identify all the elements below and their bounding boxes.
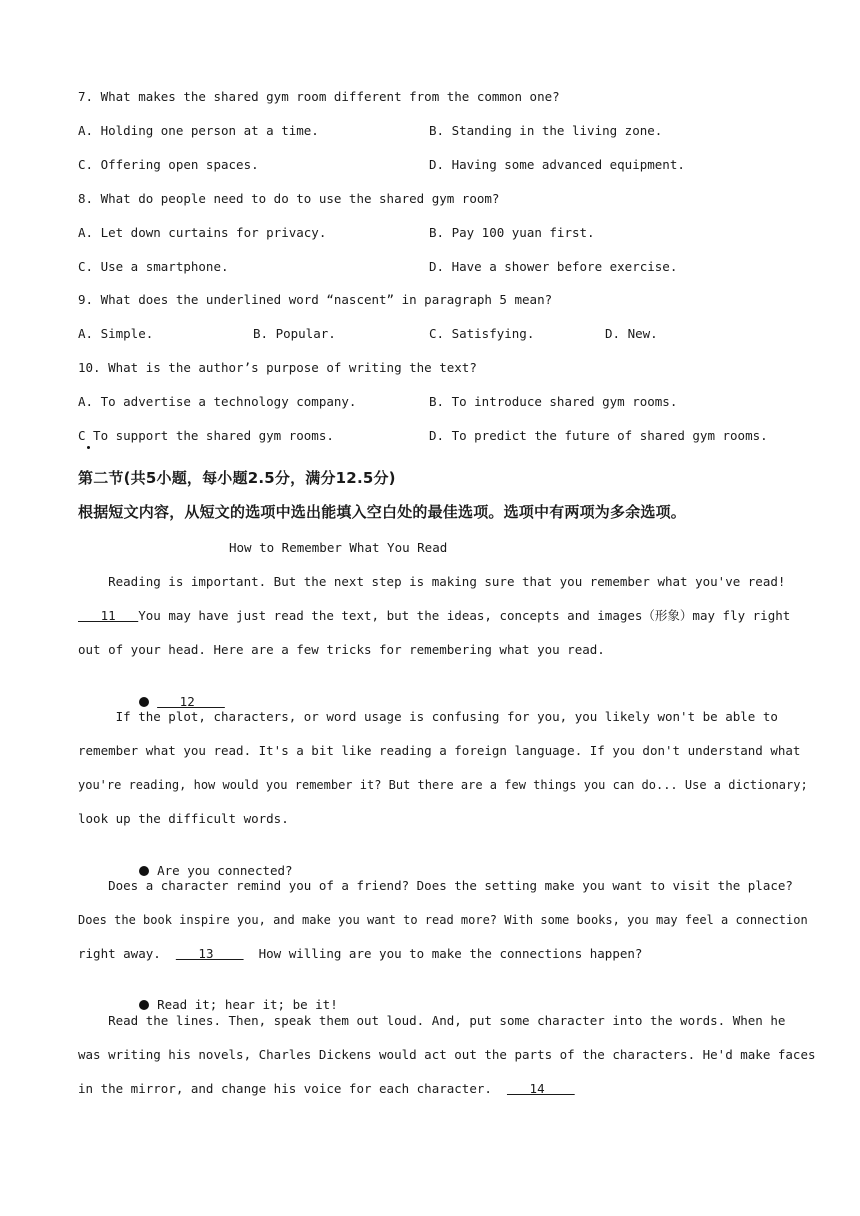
q10-option-b: B. To introduce shared gym rooms. (429, 394, 678, 409)
paragraph-4 (78, 1004, 816, 1106)
section-2-heading: 第二节(共5小题，每小题2.5分，满分12.5分) (78, 469, 396, 487)
q10-option-d: D. To predict the future of shared gym rooms. (429, 428, 768, 443)
paragraph-text: How willing are you to make the connections happen? (243, 946, 643, 961)
blank-13: 13 (175, 946, 244, 961)
q9-option-c: C. Satisfying. (429, 326, 535, 341)
bullet-label: Read it; hear it; be it! (157, 997, 338, 1012)
q7-option-d: D. Having some advanced equipment. (429, 157, 685, 172)
q7-option-c: C. Offering open spaces. (78, 157, 259, 172)
paragraph-line (78, 599, 791, 633)
question-9-stem: 9. What does the underlined word “nascent” in paragraph 5 mean? (78, 292, 553, 307)
q8-option-c: C. Use a smartphone. (78, 259, 229, 274)
paragraph-line: you're reading, how would you remember it? But there are a few things you can do... Use a dictionary; (78, 778, 808, 792)
paragraph-text: You may have just read the text, but the ideas, concepts and images（形象）may fly right (138, 608, 791, 623)
paragraph-line: Does the book inspire you, and make you want to read more? With some books, you may feel a connection (78, 913, 808, 927)
paragraph-line: was writing his novels, Charles Dickens would act out the parts of the characters. He'd make faces (78, 1047, 816, 1062)
q9-option-d: D. New. (605, 326, 658, 341)
blank-11: 11 (78, 608, 139, 623)
question-7-stem: 7. What makes the shared gym room different from the common one? (78, 89, 560, 104)
blank-12: 12 (157, 694, 225, 709)
q7-option-a: A. Holding one person at a time. (78, 123, 319, 138)
q8-option-b: B. Pay 100 yuan first. (429, 225, 595, 240)
paragraph-line: Reading is important. But the next step is making sure that you remember what you've read! (78, 574, 786, 589)
q8-option-d: D. Have a shower before exercise. (429, 259, 678, 274)
q7-option-b: B. Standing in the living zone. (429, 123, 663, 138)
paragraph-3 (78, 869, 808, 971)
q9-option-a: A. Simple. (78, 326, 154, 341)
question-8-stem: 8. What do people need to do to use the shared gym room? (78, 191, 500, 206)
paragraph-line: out of your head. Here are a few tricks for remembering what you read. (78, 642, 605, 657)
paragraph-2 (78, 700, 808, 836)
paragraph-1 (78, 565, 791, 667)
paragraph-line: look up the difficult words. (78, 811, 289, 826)
paragraph-line: Does a character remind you of a friend? Does the setting make you want to visit the place? (78, 878, 793, 893)
q10-option-a: A. To advertise a technology company. (78, 394, 357, 409)
section-2-instruction: 根据短文内容，从短文的选项中选出能填入空白处的最佳选项。选项中有两项为多余选项。 (78, 503, 687, 521)
stray-dot-mark (87, 446, 90, 449)
q9-option-b: B. Popular. (253, 326, 336, 341)
paragraph-line (78, 1072, 783, 1106)
paragraph-line (78, 937, 783, 971)
paragraph-line: Read the lines. Then, speak them out loud. And, put some character into the words. When he (78, 1013, 786, 1028)
bullet-label: Are you connected? (157, 863, 293, 878)
blank-14: 14 (506, 1081, 575, 1096)
paragraph-text: in the mirror, and change his voice for each character. (78, 1081, 507, 1096)
q8-option-a: A. Let down curtains for privacy. (78, 225, 327, 240)
paragraph-line: If the plot, characters, or word usage is confusing for you, you likely won't be able to (78, 709, 778, 724)
paragraph-line: remember what you read. It's a bit like reading a foreign language. If you don't understand what (78, 743, 801, 758)
question-10-stem: 10. What is the author’s purpose of writing the text? (78, 360, 477, 375)
passage-title: How to Remember What You Read (229, 540, 448, 555)
q10-option-c: C To support the shared gym rooms. (78, 428, 334, 443)
paragraph-text: right away. (78, 946, 176, 961)
